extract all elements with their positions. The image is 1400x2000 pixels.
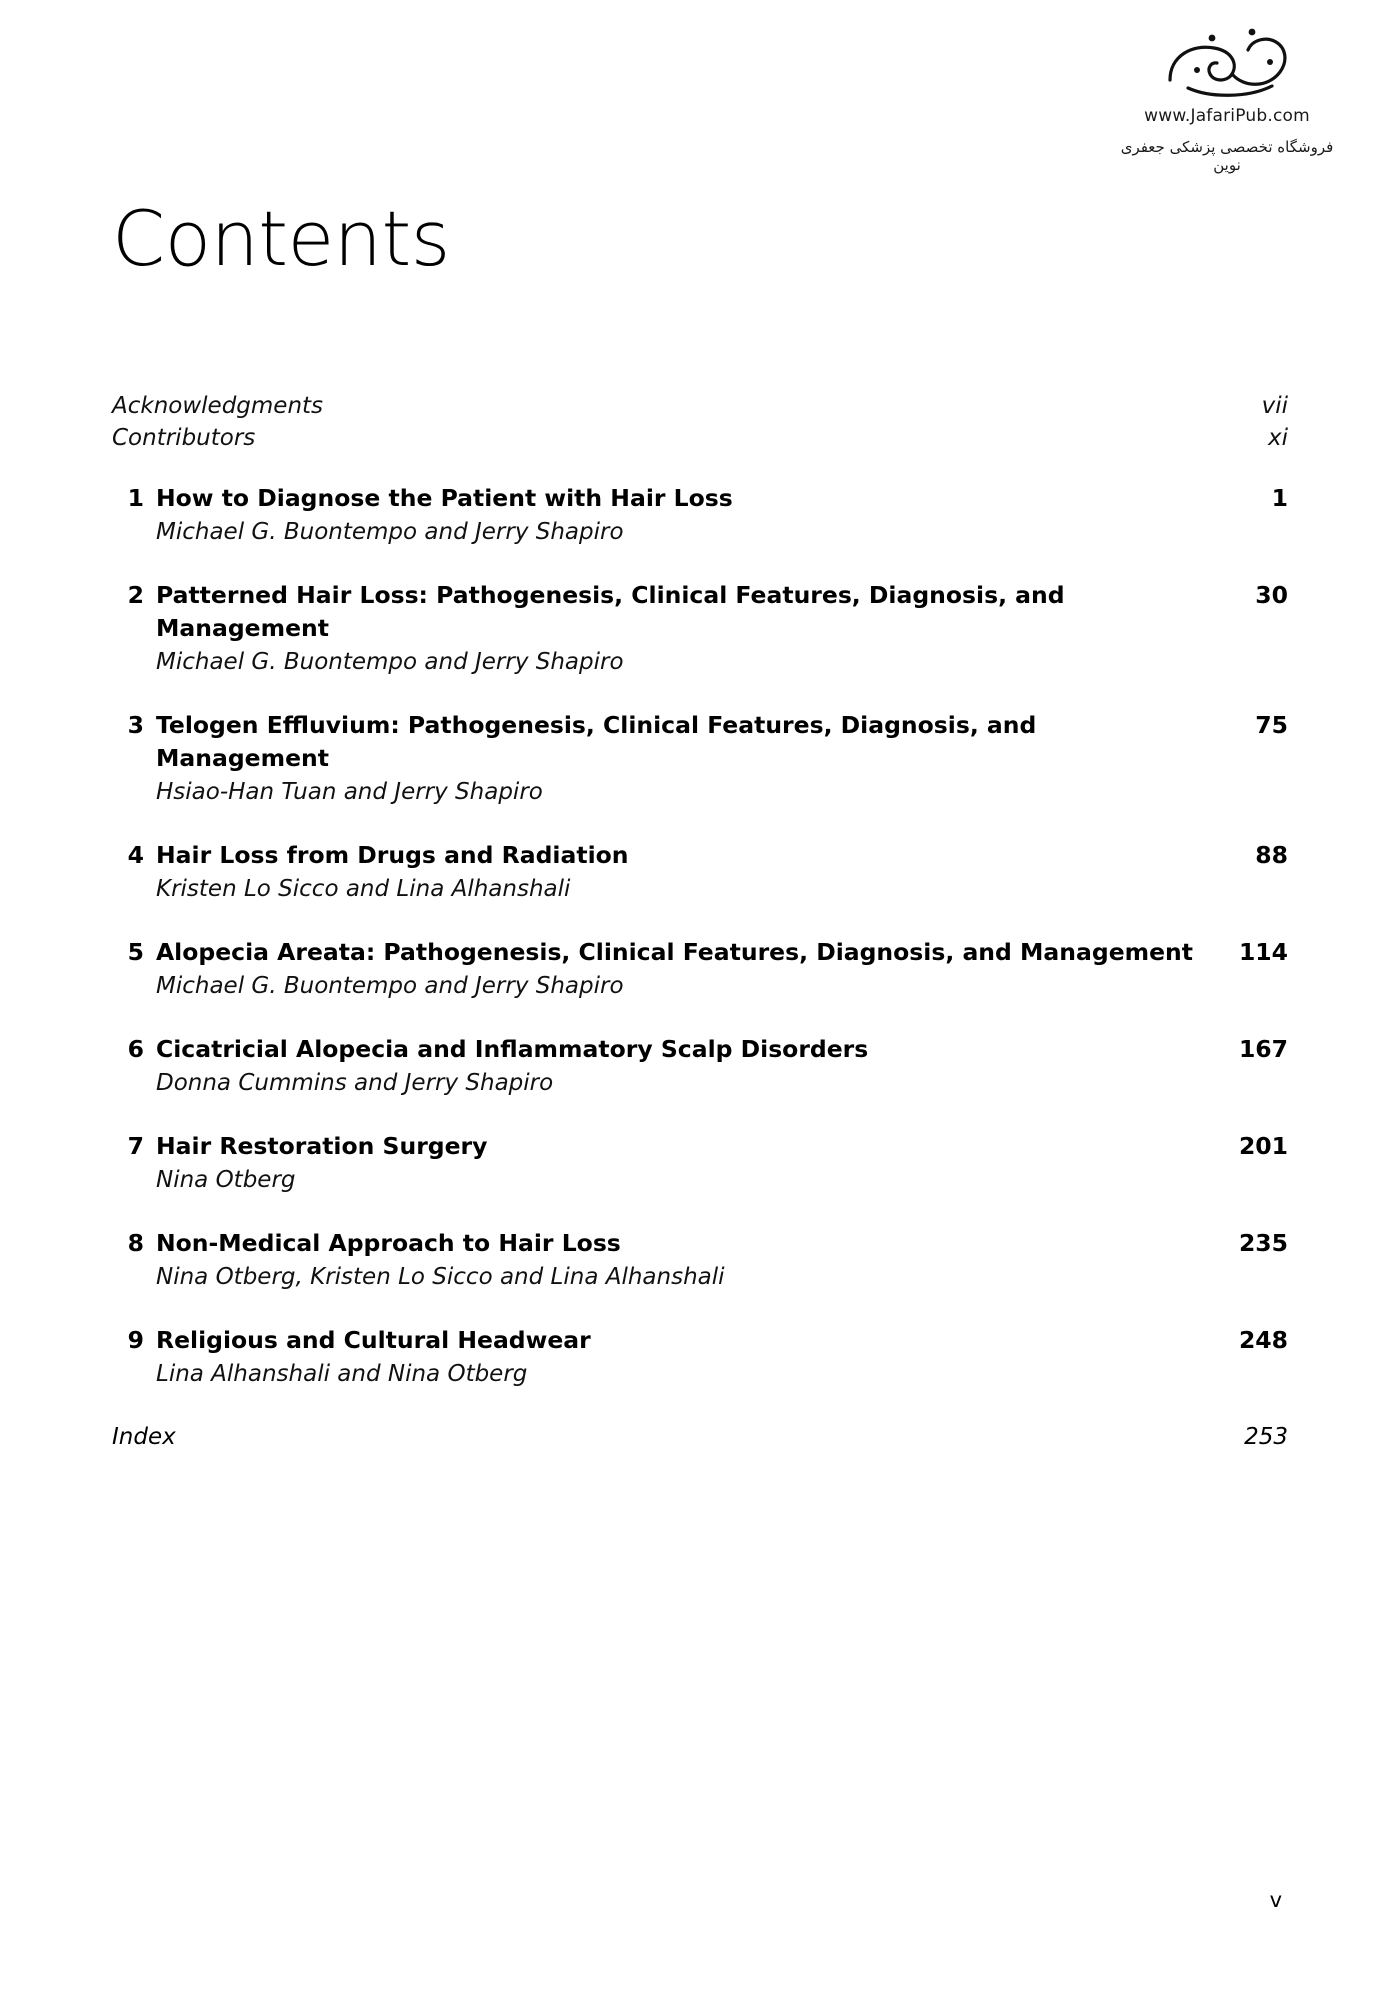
- chapter-page: 88: [1255, 841, 1288, 869]
- front-matter-page: xi: [1267, 425, 1288, 451]
- chapter-authors: Michael G. Buontempo and Jerry Shapiro: [156, 973, 624, 999]
- chapter-authors: Nina Otberg: [156, 1167, 296, 1193]
- chapter-entry[interactable]: [112, 936, 1290, 1003]
- chapter-number: 8: [127, 1229, 144, 1257]
- chapter-entry[interactable]: [112, 482, 1290, 549]
- chapter-page: 201: [1238, 1132, 1288, 1160]
- calligraphy-logo-icon: [1152, 18, 1302, 104]
- chapter-number: 1: [127, 484, 144, 512]
- chapter-page: 248: [1238, 1326, 1288, 1354]
- page-folio: v: [1269, 1888, 1282, 1912]
- chapter-number: 2: [127, 581, 144, 609]
- chapter-entry[interactable]: [112, 1227, 1290, 1294]
- chapter-page: 75: [1255, 711, 1288, 739]
- chapter-number: 7: [127, 1132, 144, 1160]
- front-matter-label: Contributors: [112, 425, 256, 451]
- chapter-title: Patterned Hair Loss: Pathogenesis, Clinical Features, Diagnosis, and Management: [156, 581, 1065, 642]
- chapter-entry[interactable]: [112, 839, 1290, 906]
- front-matter-label: Acknowledgments: [112, 393, 324, 419]
- chapter-authors: Donna Cummins and Jerry Shapiro: [156, 1070, 554, 1096]
- front-matter-row[interactable]: [112, 390, 1290, 422]
- chapter-entry[interactable]: [112, 709, 1290, 809]
- chapter-list: [112, 482, 1290, 1391]
- chapter-entry[interactable]: [112, 1130, 1290, 1197]
- front-matter-row[interactable]: [112, 422, 1290, 454]
- chapter-title: Hair Loss from Drugs and Radiation: [156, 841, 629, 869]
- chapter-authors: Michael G. Buontempo and Jerry Shapiro: [156, 649, 624, 675]
- chapter-authors: Nina Otberg, Kristen Lo Sicco and Lina Alhanshali: [156, 1264, 725, 1290]
- chapter-number: 5: [127, 938, 144, 966]
- chapter-page: 30: [1255, 581, 1288, 609]
- chapter-page: 1: [1271, 484, 1288, 512]
- chapter-page: 235: [1238, 1229, 1288, 1257]
- chapter-authors: Michael G. Buontempo and Jerry Shapiro: [156, 519, 624, 545]
- chapter-page: 114: [1238, 938, 1288, 966]
- chapter-number: 9: [127, 1326, 144, 1354]
- chapter-entry[interactable]: [112, 1033, 1290, 1100]
- index-page: 253: [1244, 1424, 1288, 1450]
- chapter-entry[interactable]: [112, 579, 1290, 679]
- index-entry[interactable]: [112, 1421, 1290, 1453]
- chapter-authors: Kristen Lo Sicco and Lina Alhanshali: [156, 876, 571, 902]
- chapter-entry[interactable]: [112, 1324, 1290, 1391]
- page-title: Contents: [112, 193, 450, 283]
- chapter-authors: Lina Alhanshali and Nina Otberg: [156, 1361, 528, 1387]
- index-label: Index: [112, 1424, 176, 1450]
- chapter-title: Non-Medical Approach to Hair Loss: [156, 1229, 621, 1257]
- publisher-watermark: [1112, 18, 1342, 174]
- chapter-page: 167: [1238, 1035, 1288, 1063]
- chapter-title: How to Diagnose the Patient with Hair Loss: [156, 484, 733, 512]
- chapter-authors: Hsiao-Han Tuan and Jerry Shapiro: [156, 779, 543, 805]
- chapter-title: Alopecia Areata: Pathogenesis, Clinical Features, Diagnosis, and Management: [156, 938, 1194, 966]
- chapter-title: Religious and Cultural Headwear: [156, 1326, 591, 1354]
- chapter-title: Cicatricial Alopecia and Inflammatory Scalp Disorders: [156, 1035, 869, 1063]
- chapter-title: Hair Restoration Surgery: [156, 1132, 488, 1160]
- chapter-number: 6: [127, 1035, 144, 1063]
- watermark-tagline: فروشگاه تخصصی پزشکی جعفری نوین: [1120, 138, 1334, 174]
- front-matter-page: vii: [1261, 393, 1288, 419]
- table-of-contents: [112, 390, 1290, 1453]
- chapter-title: Telogen Effluvium: Pathogenesis, Clinical Features, Diagnosis, and Management: [156, 711, 1037, 772]
- watermark-url[interactable]: www.JafariPub.com: [1144, 106, 1310, 126]
- chapter-number: 3: [127, 711, 144, 739]
- chapter-number: 4: [127, 841, 144, 869]
